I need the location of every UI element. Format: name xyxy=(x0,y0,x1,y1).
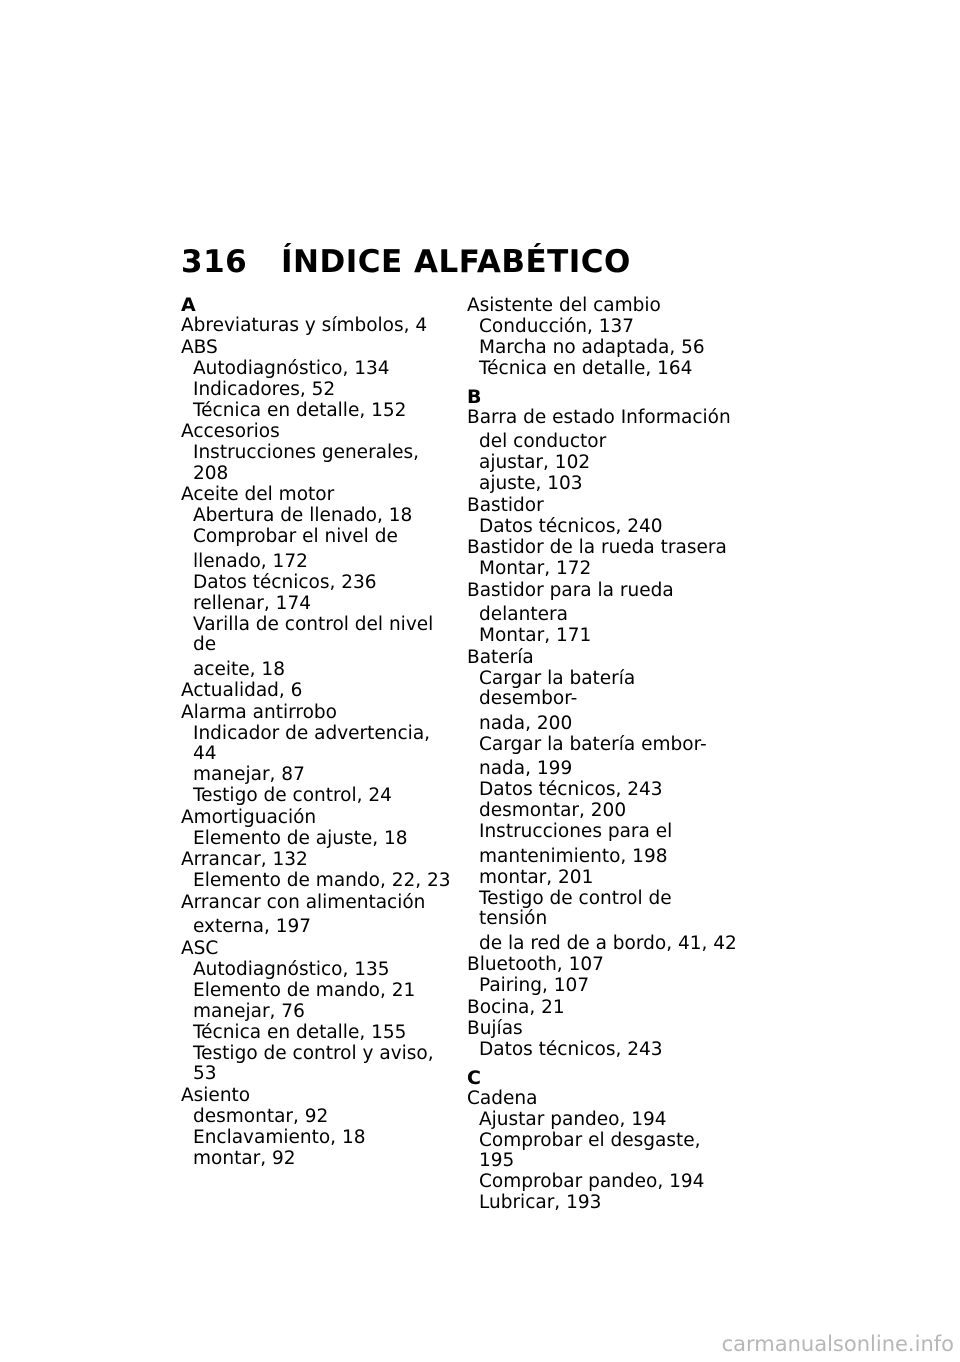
index-subentry: montar, 201 xyxy=(479,866,594,888)
index-subentry: ajuste, 103 xyxy=(479,473,583,494)
index-subentry: Testigo de control de tensión xyxy=(479,887,672,929)
index-subentry: desmontar, 92 xyxy=(193,1105,329,1127)
index-subentry-continued: nada, 200 xyxy=(479,712,573,734)
index-subentry: Autodiagnóstico, 134 xyxy=(193,357,390,379)
index-entry: Arrancar, 132 xyxy=(181,849,308,870)
index-subentry: Comprobar pandeo, 194 xyxy=(479,1171,705,1192)
index-subentry: Autodiagnóstico, 135 xyxy=(193,958,390,980)
index-subentry: Indicador de advertencia, 44 xyxy=(193,722,431,764)
index-subentry: Técnica en detalle, 152 xyxy=(193,399,407,421)
index-entry: Actualidad, 6 xyxy=(181,680,303,701)
index-subentry: Ajustar pandeo, 194 xyxy=(479,1108,667,1130)
index-entry: Accesorios xyxy=(181,421,280,442)
index-subentry: Testigo de control y aviso, 53 xyxy=(193,1042,434,1084)
index-subentry: Cargar la batería embor- xyxy=(479,733,707,755)
index-entry: Alarma antirrobo xyxy=(181,701,337,723)
index-subentry: Instrucciones para el xyxy=(479,821,673,842)
index-subentry-continued: de la red de a bordo, 41, 42 xyxy=(479,932,737,954)
index-subentry: Lubricar, 193 xyxy=(479,1192,602,1213)
index-entry: Bujías xyxy=(467,1018,523,1039)
index-entry: Aceite del motor xyxy=(181,484,335,505)
page-number: 316 xyxy=(181,244,248,280)
index-subentry: Comprobar el desgaste, 195 xyxy=(479,1129,701,1171)
index-subentry: Instrucciones generales, 208 xyxy=(193,442,420,484)
index-entry: Cadena xyxy=(467,1087,538,1109)
index-subentry: Datos técnicos, 236 xyxy=(193,571,377,593)
index-subentry: manejar, 87 xyxy=(193,764,305,785)
index-subentry: Datos técnicos, 240 xyxy=(479,515,663,537)
index-subentry: Abertura de llenado, 18 xyxy=(193,505,413,526)
index-subentry: Testigo de control, 24 xyxy=(193,785,392,806)
index-entry: Bastidor xyxy=(467,494,544,516)
section-title: ÍNDICE ALFABÉTICO xyxy=(281,244,631,280)
index-entry-continued: del conductor xyxy=(479,431,607,452)
letter-heading: C xyxy=(467,1066,481,1089)
index-entry: Bastidor para la rueda xyxy=(467,579,674,601)
index-entry: Barra de estado Información xyxy=(467,406,731,428)
index-entry: ASC xyxy=(181,937,219,959)
letter-heading: B xyxy=(467,385,482,408)
page-title xyxy=(181,244,631,280)
index-subentry: Cargar la batería desembor- xyxy=(479,667,636,709)
index-subentry: rellenar, 174 xyxy=(193,592,311,614)
index-subentry: Enclavamiento, 18 xyxy=(193,1126,366,1148)
index-subentry: Comprobar el nivel de xyxy=(193,526,398,547)
index-subentry: desmontar, 200 xyxy=(479,800,627,821)
index-subentry: Varilla de control del nivel de xyxy=(193,613,434,655)
index-entry-continued: externa, 197 xyxy=(193,916,312,937)
index-subentry: Elemento de mando, 22, 23 xyxy=(193,870,451,891)
index-subentry-continued: aceite, 18 xyxy=(193,658,285,680)
index-subentry: Elemento de mando, 21 xyxy=(193,979,416,1001)
index-subentry: Técnica en detalle, 164 xyxy=(479,358,693,379)
index-entry: Abreviaturas y símbolos, 4 xyxy=(181,315,428,336)
index-subentry: ajustar, 102 xyxy=(479,452,591,473)
index-entry: ABS xyxy=(181,336,218,358)
index-entry: Bastidor de la rueda trasera xyxy=(467,537,727,558)
index-subentry: Pairing, 107 xyxy=(479,975,590,996)
index-entry: Bluetooth, 107 xyxy=(467,954,604,975)
letter-heading: A xyxy=(181,294,196,316)
index-subentry: Montar, 172 xyxy=(479,558,592,579)
index-subentry: Datos técnicos, 243 xyxy=(479,1039,663,1060)
index-subentry: Montar, 171 xyxy=(479,625,592,646)
index-column-left xyxy=(181,296,453,1169)
index-subentry-continued: llenado, 172 xyxy=(193,550,308,572)
index-entry-continued: delantera xyxy=(479,604,568,625)
index-subentry-continued: mantenimiento, 198 xyxy=(479,845,668,867)
index-subentry: Indicadores, 52 xyxy=(193,378,336,400)
index-subentry: montar, 92 xyxy=(193,1147,296,1169)
index-entry: Bocina, 21 xyxy=(467,996,565,1018)
index-subentry: Elemento de ajuste, 18 xyxy=(193,827,408,849)
watermark-text: carmanualsonline.info xyxy=(721,1332,954,1356)
index-subentry: Marcha no adaptada, 56 xyxy=(479,337,705,358)
index-subentry-continued: nada, 199 xyxy=(479,758,573,779)
index-entry: Asistente del cambio xyxy=(467,295,661,316)
index-entry: Batería xyxy=(467,646,534,668)
index-subentry: Conducción, 137 xyxy=(479,316,635,337)
index-entry: Asiento xyxy=(181,1084,251,1106)
index-column-right xyxy=(467,296,739,1214)
index-entry: Arrancar con alimentación xyxy=(181,891,426,913)
index-subentry: Datos técnicos, 243 xyxy=(479,779,663,800)
index-entry: Amortiguación xyxy=(181,806,317,828)
index-subentry: Técnica en detalle, 155 xyxy=(193,1021,407,1043)
index-subentry: manejar, 76 xyxy=(193,1000,305,1022)
